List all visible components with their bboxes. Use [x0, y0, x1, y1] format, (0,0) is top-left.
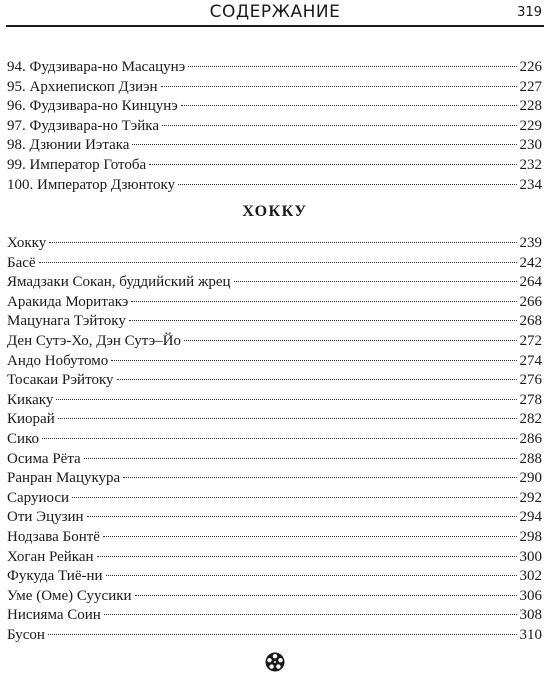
dot-leader — [104, 614, 517, 615]
toc-entry — [7, 273, 542, 293]
toc-entry-page: 268 — [519, 313, 542, 330]
toc-entry-title: Кикаку — [7, 391, 54, 408]
dot-leader — [97, 556, 517, 557]
dot-leader — [234, 281, 517, 282]
toc-entry-title: Хокку — [7, 235, 47, 251]
toc-entry — [7, 587, 542, 607]
toc-entry-title: Осима Рёта — [7, 450, 81, 467]
toc-entry-title: Бусон — [7, 626, 45, 643]
toc-entry-page: 264 — [519, 274, 542, 291]
dot-leader — [162, 125, 517, 126]
toc-entry — [7, 117, 542, 137]
dot-leader — [123, 477, 516, 478]
dot-leader — [72, 497, 516, 498]
dot-leader — [117, 379, 517, 380]
dot-leader — [56, 399, 516, 400]
dot-leader — [135, 595, 517, 596]
toc-entry-page: 286 — [519, 430, 542, 447]
toc-entry-page: 228 — [519, 98, 542, 115]
toc-entry-title: 98. Дзюнии Иэтака — [7, 137, 130, 154]
header-rule — [6, 25, 544, 27]
toc-entry-title: 94. Фудзивара-но Масацунэ — [7, 59, 186, 75]
toc-entry-page: 278 — [519, 391, 542, 408]
dot-leader — [149, 164, 516, 165]
toc-entry — [7, 430, 542, 450]
toc-entry — [7, 567, 542, 587]
toc-entry-title: Басё — [7, 254, 36, 271]
toc-entry — [7, 78, 542, 98]
toc-entry-page: 298 — [519, 528, 542, 545]
toc-entry-title: Мацунага Тэйтоку — [7, 313, 126, 330]
toc-entry — [7, 312, 542, 332]
dot-leader — [131, 301, 516, 302]
dot-leader — [42, 438, 516, 439]
toc-entry-page: 239 — [519, 235, 542, 251]
toc-entry — [7, 410, 542, 430]
toc-entry-page: 302 — [519, 568, 542, 585]
toc-entry-title: Фукуда Тиё-ни — [7, 568, 103, 585]
running-header — [0, 0, 550, 27]
toc-entry-title: Андо Нобутомо — [7, 352, 109, 369]
dot-leader — [58, 418, 517, 419]
toc-list-top — [7, 58, 542, 195]
toc-entry-title: Хоган Рейкан — [7, 548, 94, 565]
dot-leader — [39, 262, 517, 263]
rosette-ornament-icon — [263, 652, 287, 672]
toc-entry-page: 242 — [519, 254, 542, 271]
toc-entry — [7, 450, 542, 470]
toc-entry — [7, 371, 542, 391]
toc-entry-page: 229 — [519, 117, 542, 134]
toc-entry — [7, 528, 542, 548]
toc-entry-page: 310 — [519, 626, 542, 643]
toc-entry-page: 282 — [519, 411, 542, 428]
toc-entry-page: 266 — [519, 293, 542, 310]
dot-leader — [181, 105, 517, 106]
toc-entry-title: 96. Фудзивара-но Кинцунэ — [7, 98, 178, 115]
toc-entry — [7, 352, 542, 372]
section-title: ХОККУ — [242, 203, 308, 220]
toc-entry — [7, 469, 542, 489]
toc-entry — [7, 332, 542, 352]
toc-entry-page: 272 — [519, 332, 542, 349]
dot-leader — [161, 86, 517, 87]
toc-entry-title: Уме (Оме) Суусики — [7, 587, 132, 604]
toc-entry-page: 294 — [519, 509, 542, 526]
toc-entry-title: Киорай — [7, 411, 55, 428]
toc-entry-page: 306 — [519, 587, 542, 604]
toc-list-hokku — [7, 234, 542, 645]
dot-leader — [87, 516, 517, 517]
dot-leader — [178, 184, 516, 185]
dot-leader — [129, 320, 517, 321]
toc-entry-title: Нодзава Бонтё — [7, 528, 100, 545]
page-number: 319 — [517, 5, 542, 20]
toc-entry-title: 99. Император Готоба — [7, 156, 147, 173]
toc-entry-page: 226 — [519, 59, 542, 75]
toc-entry-title: Тосакаи Рэйтоку — [7, 372, 114, 389]
toc-entry-title: Нисияма Соин — [7, 607, 101, 624]
toc-entry — [7, 293, 542, 313]
toc-entry-title: Саруиоси — [7, 489, 70, 506]
toc-entry-title: 95. Архиепископ Дзиэн — [7, 78, 158, 95]
toc-entry — [7, 58, 542, 78]
dot-leader — [103, 536, 517, 537]
toc-entry — [7, 508, 542, 528]
toc-entry-title: Аракида Моритакэ — [7, 293, 129, 310]
dot-leader — [111, 360, 516, 361]
dot-leader — [184, 340, 516, 341]
dot-leader — [188, 66, 516, 67]
toc-entry-page: 232 — [519, 156, 542, 173]
toc-entry-title: Оти Эцузин — [7, 509, 84, 526]
toc-entry-title: Сико — [7, 430, 40, 447]
toc-entry-title: Ранран Мацукура — [7, 470, 121, 487]
toc-entry — [7, 97, 542, 117]
dot-leader — [48, 634, 517, 635]
toc-entry — [7, 176, 542, 196]
toc-entry-title: 97. Фудзивара-но Тэйка — [7, 117, 159, 134]
header-title: СОДЕРЖАНИЕ — [209, 2, 341, 22]
toc-entry-page: 274 — [519, 352, 542, 369]
toc-entry — [7, 606, 542, 626]
toc-entry — [7, 254, 542, 274]
toc-entry — [7, 234, 542, 254]
toc-entry-page: 308 — [519, 607, 542, 624]
toc-entry-title: 100. Император Дзюнтоку — [7, 176, 176, 193]
toc-entry-title: Ямадзаки Сокан, буддийский жрец — [7, 274, 231, 291]
toc-entry-page: 300 — [519, 548, 542, 565]
toc-entry — [7, 626, 542, 646]
toc-entry-page: 288 — [519, 450, 542, 467]
toc-entry-page: 234 — [519, 176, 542, 193]
toc-entry — [7, 391, 542, 411]
toc-entry-page: 230 — [519, 137, 542, 154]
toc-entry — [7, 548, 542, 568]
dot-leader — [106, 575, 517, 576]
toc-entry-title: Ден Сутэ-Хо, Дэн Сутэ–Йо — [7, 332, 182, 349]
dot-leader — [132, 144, 516, 145]
toc-entry — [7, 156, 542, 176]
toc-entry — [7, 489, 542, 509]
dot-leader — [84, 458, 517, 459]
toc-entry-page: 227 — [519, 78, 542, 95]
dot-leader — [49, 242, 516, 243]
toc-entry-page: 276 — [519, 372, 542, 389]
toc-entry — [7, 136, 542, 156]
toc-entry-page: 290 — [519, 470, 542, 487]
toc-entry-page: 292 — [519, 489, 542, 506]
